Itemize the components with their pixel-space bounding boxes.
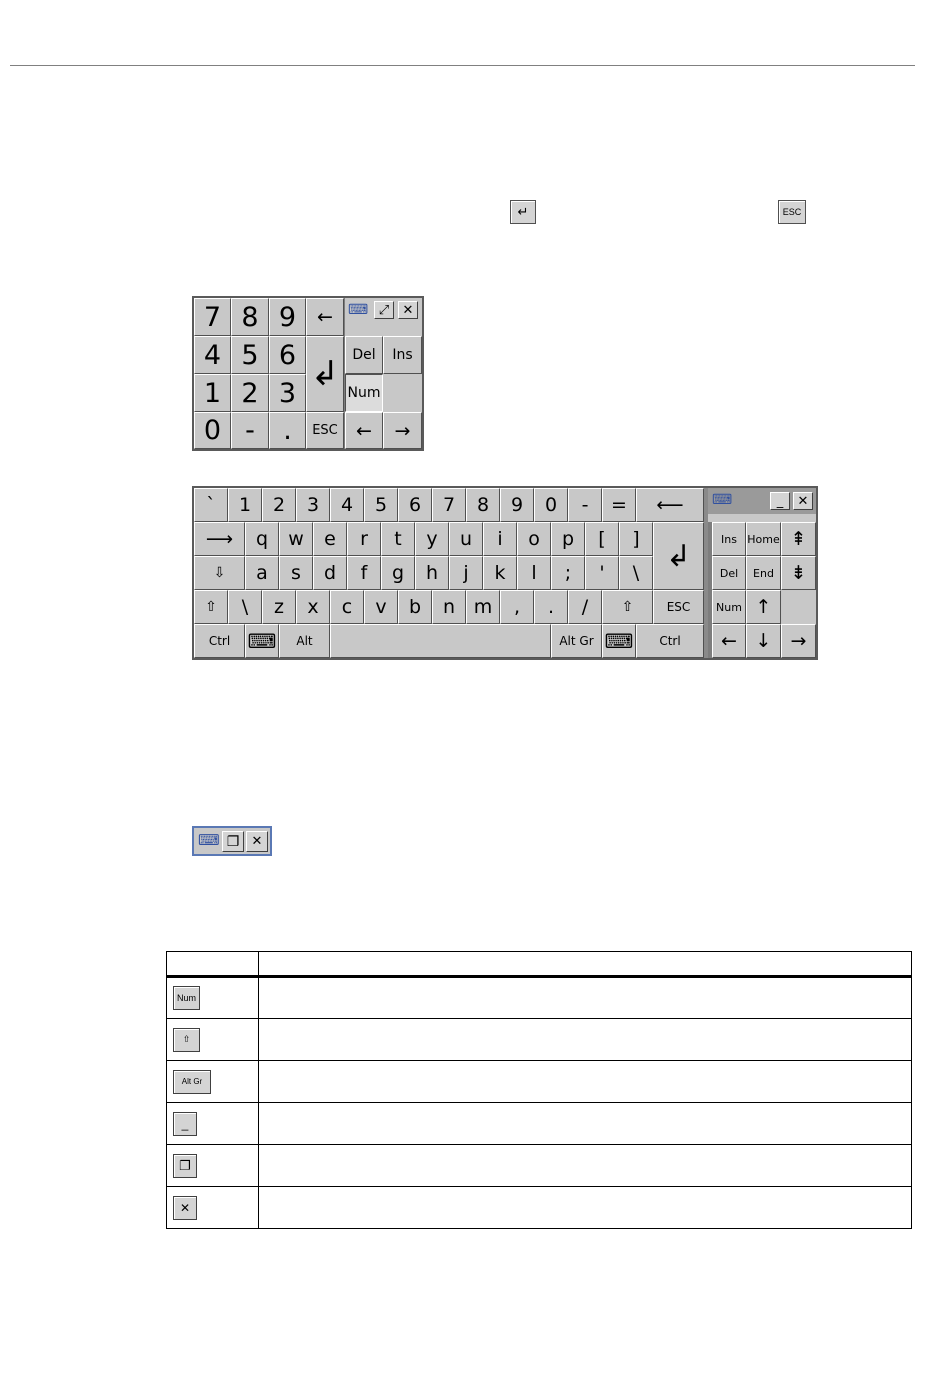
key-p[interactable]: p — [551, 522, 585, 556]
key-x[interactable]: x — [296, 590, 330, 624]
table-cell-description — [259, 1019, 912, 1061]
space-key[interactable] — [330, 624, 551, 658]
keyboard-titlebar — [708, 488, 816, 514]
end-key[interactable]: End — [746, 556, 781, 590]
keyboard-layout-key[interactable] — [245, 624, 279, 658]
num-key[interactable]: Num — [345, 374, 383, 412]
table-cell-description — [259, 1061, 912, 1103]
key-y[interactable]: y — [415, 522, 449, 556]
ins-key[interactable]: Ins — [383, 336, 422, 374]
key-u[interactable]: u — [449, 522, 483, 556]
table-row — [167, 977, 912, 1019]
key-f[interactable]: f — [347, 556, 381, 590]
key-left-bracket[interactable]: [ — [585, 522, 619, 556]
enter-key-icon: ↵ — [510, 200, 536, 224]
key-m[interactable]: m — [466, 590, 500, 624]
key-3[interactable]: 3 — [269, 374, 306, 412]
arrow-left-key[interactable]: ← — [712, 624, 746, 658]
key-6[interactable]: 6 — [269, 336, 306, 374]
caps-lock-key[interactable]: ⇩ — [194, 556, 245, 590]
key-slash[interactable]: / — [568, 590, 602, 624]
key-j[interactable]: j — [449, 556, 483, 590]
key-period[interactable]: . — [534, 590, 568, 624]
key-w[interactable]: w — [279, 522, 313, 556]
backspace-key[interactable]: ⟵ — [636, 488, 704, 522]
ctrl-right-key[interactable]: Ctrl — [636, 624, 704, 658]
key-9[interactable]: 9 — [269, 298, 306, 336]
key-k[interactable]: k — [483, 556, 517, 590]
key-a[interactable]: a — [245, 556, 279, 590]
key-8[interactable]: 8 — [231, 298, 269, 336]
table-cell-description — [259, 1187, 912, 1229]
key-e[interactable]: e — [313, 522, 347, 556]
key-0[interactable]: 0 — [194, 412, 231, 449]
esc-key-icon: ESC — [778, 200, 806, 224]
tab-key[interactable]: ⟶ — [194, 522, 245, 556]
key-i[interactable]: i — [483, 522, 517, 556]
restore-button[interactable]: ❐ — [222, 831, 244, 852]
esc-key[interactable]: ESC — [653, 590, 704, 624]
key-minus[interactable]: - — [568, 488, 602, 522]
keyboard-icon[interactable]: ⌨ — [198, 832, 220, 849]
key-g[interactable]: g — [381, 556, 415, 590]
key-2[interactable]: 2 — [231, 374, 269, 412]
key-c[interactable]: c — [330, 590, 364, 624]
key-z[interactable]: z — [262, 590, 296, 624]
key-7[interactable]: 7 — [432, 488, 466, 522]
close-icon: ✕ — [173, 1196, 197, 1220]
key-o[interactable]: o — [517, 522, 551, 556]
table-row — [167, 1145, 912, 1187]
table-row — [167, 1061, 912, 1103]
esc-key[interactable]: ESC — [306, 412, 344, 449]
key-3[interactable]: 3 — [296, 488, 330, 522]
numeric-keyboard — [192, 296, 424, 451]
minimize-icon: _ — [173, 1112, 197, 1136]
key-1[interactable]: 1 — [228, 488, 262, 522]
arrow-up-key[interactable]: ↑ — [746, 590, 781, 624]
table-row — [167, 1019, 912, 1061]
key-quote[interactable]: ' — [585, 556, 619, 590]
enter-key[interactable]: ↲ — [306, 336, 344, 412]
key-d[interactable]: d — [313, 556, 347, 590]
ctrl-left-key[interactable]: Ctrl — [194, 624, 245, 658]
key-5[interactable]: 5 — [364, 488, 398, 522]
table-cell-description — [259, 1145, 912, 1187]
ins-key[interactable]: Ins — [712, 522, 746, 556]
key-r[interactable]: r — [347, 522, 381, 556]
alt-gr-icon: Alt Gr — [173, 1070, 211, 1094]
page-up-key[interactable]: ⇞ — [781, 522, 816, 556]
key-n[interactable]: n — [432, 590, 466, 624]
num-icon: Num — [173, 986, 200, 1010]
key-l[interactable]: l — [517, 556, 551, 590]
key-4[interactable]: 4 — [194, 336, 231, 374]
key-5[interactable]: 5 — [231, 336, 269, 374]
table-header-description — [259, 952, 912, 977]
close-button[interactable]: ✕ — [793, 492, 813, 510]
key-7[interactable]: 7 — [194, 298, 231, 336]
restore-icon: ❐ — [173, 1154, 197, 1178]
key-backslash-2[interactable]: \ — [228, 590, 262, 624]
table-cell-description — [259, 977, 912, 1019]
full-keyboard — [192, 486, 818, 660]
key-equals[interactable]: = — [602, 488, 636, 522]
arrow-right-key[interactable]: → — [781, 624, 816, 658]
shift-icon: ⇧ — [173, 1028, 200, 1052]
keyboard-icon: ⌨ — [247, 629, 277, 653]
key-comma[interactable]: , — [500, 590, 534, 624]
table-row — [167, 1103, 912, 1145]
minimize-button[interactable]: _ — [770, 492, 790, 510]
del-key[interactable]: Del — [345, 336, 383, 374]
keyboard-icon: ⌨ — [604, 629, 634, 653]
del-key[interactable]: Del — [712, 556, 746, 590]
keyboard-layout-key-2[interactable] — [602, 624, 636, 658]
backspace-key[interactable]: ← — [306, 298, 344, 336]
key-h[interactable]: h — [415, 556, 449, 590]
arrow-left-key[interactable]: ← — [345, 412, 383, 449]
key-right-bracket[interactable]: ] — [619, 522, 653, 556]
arrow-right-key[interactable]: → — [383, 412, 422, 449]
key-t[interactable]: t — [381, 522, 415, 556]
alt-gr-key[interactable]: Alt Gr — [551, 624, 602, 658]
page-down-key[interactable]: ⇟ — [781, 556, 816, 590]
close-button[interactable]: ✕ — [398, 301, 418, 319]
numpad-titlebar — [345, 298, 422, 323]
num-key[interactable]: Num — [712, 590, 746, 624]
alt-key[interactable]: Alt — [279, 624, 330, 658]
arrow-down-key[interactable]: ↓ — [746, 624, 781, 658]
key-1[interactable]: 1 — [194, 374, 231, 412]
key-0[interactable]: 0 — [534, 488, 568, 522]
shift-left-key[interactable]: ⇧ — [194, 590, 228, 624]
key-b[interactable]: b — [398, 590, 432, 624]
key-s[interactable]: s — [279, 556, 313, 590]
key-2[interactable]: 2 — [262, 488, 296, 522]
table-row — [167, 1187, 912, 1229]
key-4[interactable]: 4 — [330, 488, 364, 522]
maximize-button[interactable]: ⤢ — [374, 301, 394, 319]
shift-right-key[interactable]: ⇧ — [602, 590, 653, 624]
table-header-icon — [167, 952, 259, 977]
key-backtick[interactable]: ` — [194, 488, 228, 522]
key-9[interactable]: 9 — [500, 488, 534, 522]
key-semicolon[interactable]: ; — [551, 556, 585, 590]
key-period[interactable]: . — [269, 412, 306, 449]
home-key[interactable]: Home — [746, 522, 781, 556]
enter-key[interactable]: ↲ — [653, 522, 704, 590]
key-minus[interactable]: - — [231, 412, 269, 449]
key-8[interactable]: 8 — [466, 488, 500, 522]
key-v[interactable]: v — [364, 590, 398, 624]
keyboard-icon[interactable]: ⌨ — [712, 491, 733, 507]
key-6[interactable]: 6 — [398, 488, 432, 522]
key-q[interactable]: q — [245, 522, 279, 556]
button-legend-table — [166, 951, 912, 1229]
keyboard-icon[interactable]: ⌨ — [348, 301, 369, 317]
minimized-keyboard-strip — [192, 826, 272, 856]
key-backslash[interactable]: \ — [619, 556, 653, 590]
header-rule — [10, 65, 915, 66]
close-button[interactable]: ✕ — [246, 831, 268, 852]
table-cell-description — [259, 1103, 912, 1145]
